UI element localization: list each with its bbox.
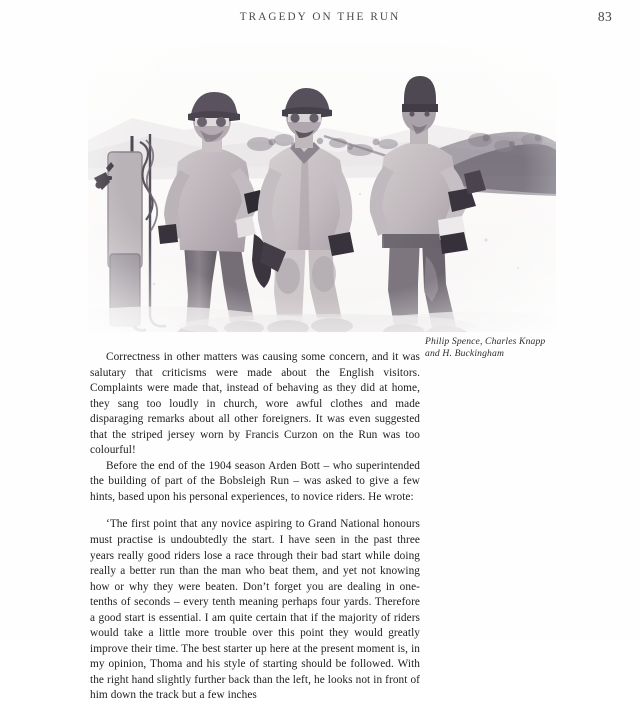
photograph-image: [88, 44, 556, 332]
photograph-plate: [88, 44, 556, 332]
paragraph-3-quotation: ‘The first point that any novice aspiring to Grand National honours must practise is undoubtedly the start. I have seen in the past three years really good riders lose a race through their bad start while doing really a better run than the man who beat them, and yet not knowing how or why they were beaten. Don’t forget you are dealing in one-tenths of seconds – every tenth meaning perhaps four yards. Therefore a good start is essential. I am quite certain that if the majority of riders would take a little more trouble over this point they would greatly improve their time. The best starter up here at the present moment is, in my opinion, Thoma and his style of starting should be followed. With the right hand slightly further back than the left, he looks not in front of him down the track but a few inches: [90, 518, 420, 702]
running-head: TRAGEDY ON THE RUN: [239, 11, 401, 23]
paragraph-1: Correctness in other matters was causing some concern, and it was salutary that criticisms were made about the English visitors. Complaints were made that, instead of behaving as they did at home, they sang too loudly in church, wore awful clothes and made disparaging remarks about all other foreigners. It was even suggested that the striped jersey worn by Francis Curzon on the Run was too colourful!: [90, 351, 420, 457]
photograph-caption: [425, 336, 575, 361]
page-number: 83: [597, 9, 612, 24]
paragraph-2: Before the end of the 1904 season Arden Bott – who superintended the building of part of the Bobsleigh Run – was asked to give a few hints, based upon his personal experiences, to novice riders. He wrote:: [90, 459, 420, 503]
body-text: [90, 350, 420, 704]
caption-line-1: Philip Spence, Charles Knapp: [425, 336, 546, 347]
caption-line-2: and H. Buckingham: [425, 348, 505, 360]
